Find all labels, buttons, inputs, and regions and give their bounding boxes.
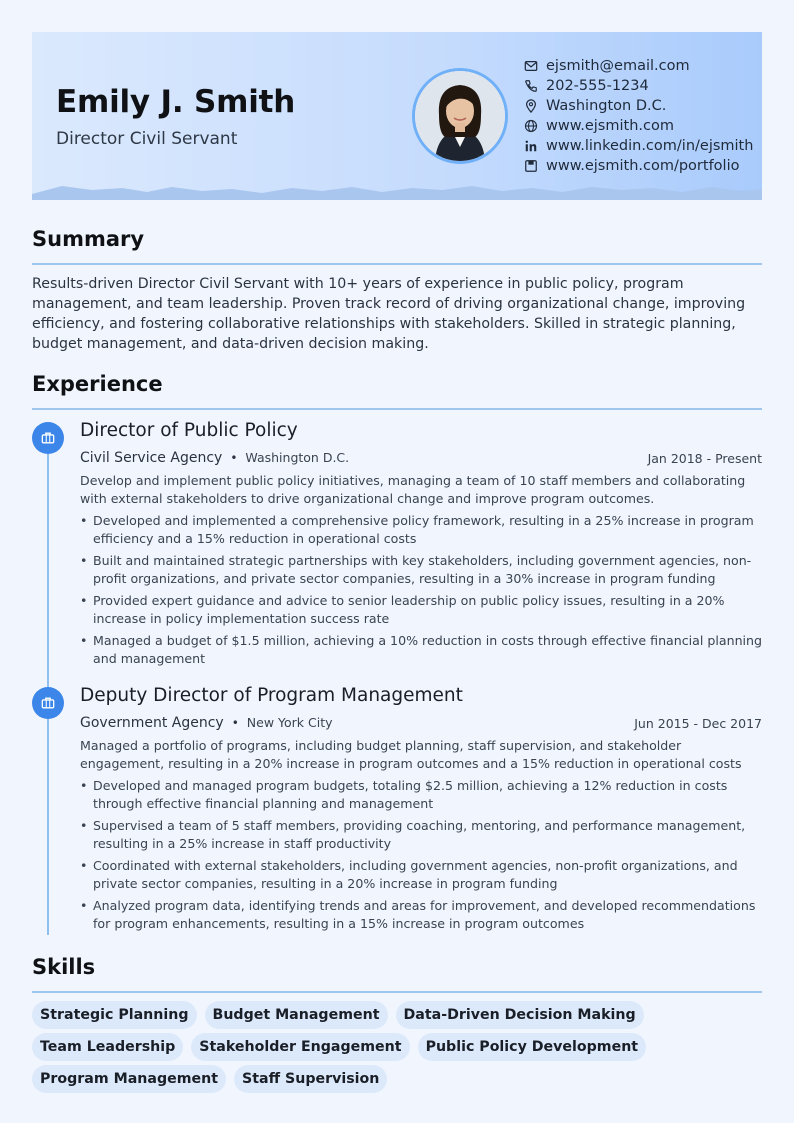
skill-chip: Stakeholder Engagement [191, 1033, 409, 1061]
list-item: • Analyzed program data, identifying trends and areas for improvement, and developed recommendations for program enhancements, resulting in a 15% increase in program outcomes [80, 897, 764, 933]
job-achievements [80, 512, 764, 672]
list-item: • Developed and implemented a comprehensive policy framework, resulting in a 25% increase in program efficiency and a 15% reduction in operational costs [80, 512, 764, 548]
resume-header [32, 32, 762, 200]
job-company: Civil Service Agency [80, 450, 223, 466]
list-item: • Built and maintained strategic partnerships with key stakeholders, including government agencies, non-profit organizations, and private sector companies, resulting in a 30% increase in program funding [80, 552, 764, 588]
job-dates: Jun 2015 - Dec 2017 [634, 716, 762, 731]
job-title-subtitle: Director Civil Servant [56, 129, 238, 149]
job-achievements [80, 777, 764, 937]
skills-divider [32, 991, 762, 993]
contact-linkedin-text: www.linkedin.com/in/ejsmith [546, 138, 754, 154]
globe-icon [524, 119, 538, 133]
job-company-line [80, 715, 333, 731]
skill-chip: Public Policy Development [418, 1033, 647, 1061]
contact-portfolio[interactable] [524, 156, 753, 176]
contact-website[interactable] [524, 116, 753, 136]
separator-dot: • [231, 716, 239, 730]
summary-text: Results-driven Director Civil Servant with 10+ years of experience in public policy, program management, and team leadership. Proven track record of driving organizational change, improving efficiency, and fostering collaborative relationships with stakeholders. Skilled in strategic planning, budget management, and data-driven decision making. [32, 276, 746, 352]
job-location: New York City [246, 715, 333, 730]
mountain-decoration [32, 182, 762, 200]
skill-chip: Team Leadership [32, 1033, 183, 1061]
full-name: Emily J. Smith [56, 84, 296, 120]
contact-phone[interactable] [524, 76, 753, 96]
contact-location [524, 96, 753, 116]
phone-icon [524, 79, 538, 93]
portfolio-icon [524, 159, 538, 173]
skills-list [32, 1001, 772, 1097]
contact-website-text: www.ejsmith.com [546, 118, 674, 134]
skill-chip: Budget Management [205, 1001, 388, 1029]
skill-chip: Strategic Planning [32, 1001, 197, 1029]
skills-heading: Skills [32, 955, 96, 979]
summary-heading: Summary [32, 227, 145, 251]
job-description: Managed a portfolio of programs, including budget planning, staff supervision, and stakeholder engagement, resulting in a 20% increase in program outcomes and a 15% reduction in operational costs [80, 738, 742, 771]
contact-email-text: ejsmith@email.com [546, 58, 690, 74]
job-title: Director of Public Policy [80, 420, 298, 441]
contact-list [524, 56, 753, 176]
skill-chip: Program Management [32, 1065, 226, 1093]
timeline-line [47, 432, 49, 935]
contact-location-text: Washington D.C. [546, 98, 667, 114]
experience-heading: Experience [32, 372, 163, 396]
list-item: • Coordinated with external stakeholders, including government agencies, non-profit organizations, and private sector companies, resulting in a 20% increase in program funding [80, 857, 764, 893]
experience-divider [32, 408, 762, 410]
separator-dot: • [230, 451, 238, 465]
contact-phone-text: 202-555-1234 [546, 78, 649, 94]
job-location: Washington D.C. [245, 450, 350, 465]
job-description: Develop and implement public policy initiatives, managing a team of 10 staff members and collaborating with external stakeholders to drive organizational change and improve program outcomes. [80, 473, 746, 506]
skill-chip: Data-Driven Decision Making [396, 1001, 644, 1029]
job-company-line [80, 450, 349, 466]
summary-divider [32, 263, 762, 265]
list-item: • Managed a budget of $1.5 million, achieving a 10% reduction in costs through effective financial planning and management [80, 632, 764, 668]
job-dates: Jan 2018 - Present [647, 451, 762, 466]
list-item: • Provided expert guidance and advice to senior leadership on public policy issues, resulting in a 20% increase in policy implementation success rate [80, 592, 764, 628]
job-title: Deputy Director of Program Management [80, 685, 463, 706]
briefcase-icon [32, 687, 64, 719]
linkedin-icon [524, 139, 538, 153]
location-pin-icon [524, 99, 538, 113]
mail-icon [524, 59, 538, 73]
list-item: • Developed and managed program budgets, totaling $2.5 million, achieving a 12% reduction in costs through effective financial planning and management [80, 777, 764, 813]
profile-photo [412, 68, 508, 164]
briefcase-icon [32, 422, 64, 454]
skill-chip: Staff Supervision [234, 1065, 387, 1093]
list-item: • Supervised a team of 5 staff members, providing coaching, mentoring, and performance management, resulting in a 25% increase in staff productivity [80, 817, 764, 853]
contact-email[interactable] [524, 56, 753, 76]
contact-linkedin[interactable] [524, 136, 753, 156]
contact-portfolio-text: www.ejsmith.com/portfolio [546, 158, 740, 174]
job-company: Government Agency [80, 715, 224, 731]
